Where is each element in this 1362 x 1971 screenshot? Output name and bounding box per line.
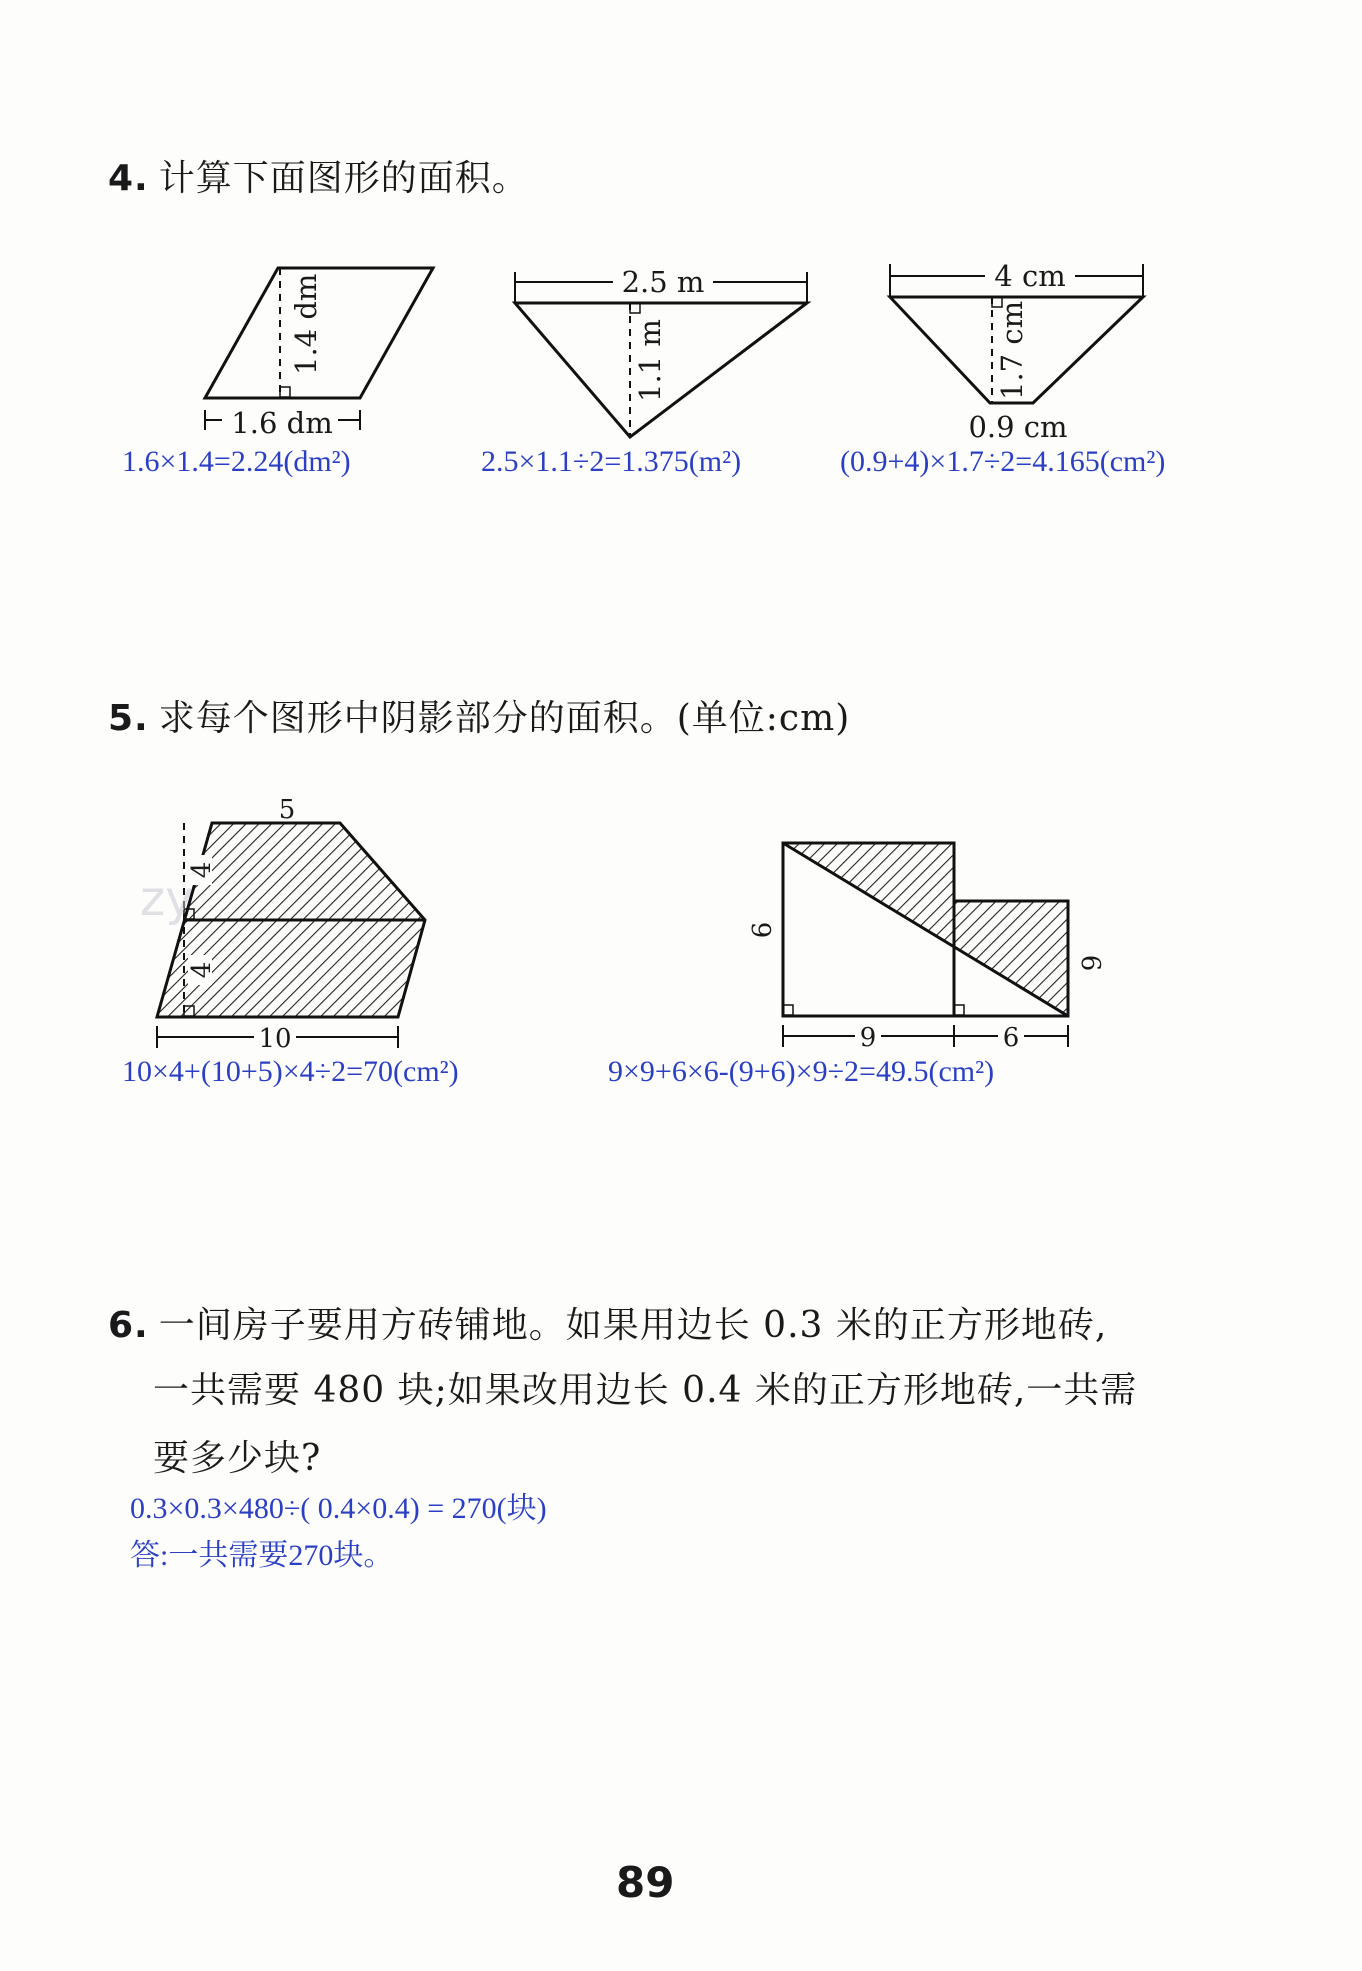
q4-fig1-height: 1.4 dm (289, 273, 323, 375)
q4-answer-1: 1.6×1.4=2.24(dm²) (122, 445, 351, 478)
q5-title: 求每个图形中阴影部分的面积。(单位:cm) (158, 698, 851, 739)
q4-answer-3: (0.9+4)×1.7÷2=4.165(cm²) (840, 445, 1166, 478)
q6-line-1-text: 一间房子要用方砖铺地。如果用边长 0.3 米的正方形地砖, (158, 1305, 1108, 1346)
q6-line-1 (108, 1295, 1107, 1357)
q5-fig2-right-height: 6 (1075, 954, 1105, 972)
q6-answer-calc: 0.3×0.3×480÷( 0.4×0.4) = 270(块) (130, 1492, 547, 1525)
q5-fig1-top: 5 (278, 795, 296, 825)
q4-fig3-top: 4 cm (994, 259, 1066, 293)
q4-fig2-height: 1.1 m (633, 319, 667, 402)
q5-fig2-base-left: 9 (859, 1023, 877, 1053)
q5-fig2-base-right: 6 (1002, 1023, 1020, 1053)
q5-answer-1: 10×4+(10+5)×4÷2=70(cm²) (122, 1055, 459, 1088)
q5-two-squares (745, 843, 1105, 1053)
q5-fig1-h-lower: 4 (187, 961, 217, 979)
q5-fig2-left-height: 9 (745, 921, 775, 939)
watermark: zy (140, 871, 194, 927)
q5-composite-shape (140, 795, 425, 1054)
q4-title: 计算下面图形的面积。 (158, 158, 529, 199)
q4-number: 4. (108, 158, 149, 199)
page-number: 89 (616, 1858, 675, 1907)
q5-number: 5. (108, 698, 149, 739)
q6-number: 6. (108, 1305, 149, 1346)
q4-fig1-base: 1.6 dm (231, 406, 333, 440)
q4-fig2-base: 2.5 m (621, 265, 705, 299)
q5-fig1-bottom: 10 (258, 1024, 292, 1054)
q4-fig3-height: 1.7 cm (995, 300, 1029, 400)
q4-answer-2: 2.5×1.1÷2=1.375(m²) (481, 445, 742, 478)
q6-line-3: 要多少块? (153, 1438, 322, 1479)
q5-fig1-h-upper: 4 (187, 861, 217, 879)
q6-line-2: 一共需要 480 块;如果改用边长 0.4 米的正方形地砖,一共需 (153, 1370, 1138, 1411)
q6-answer-text: 答:一共需要270块。 (130, 1539, 394, 1572)
q5-answer-2: 9×9+6×6-(9+6)×9÷2=49.5(cm²) (608, 1055, 995, 1088)
q4-fig3-bottom: 0.9 cm (968, 410, 1068, 444)
